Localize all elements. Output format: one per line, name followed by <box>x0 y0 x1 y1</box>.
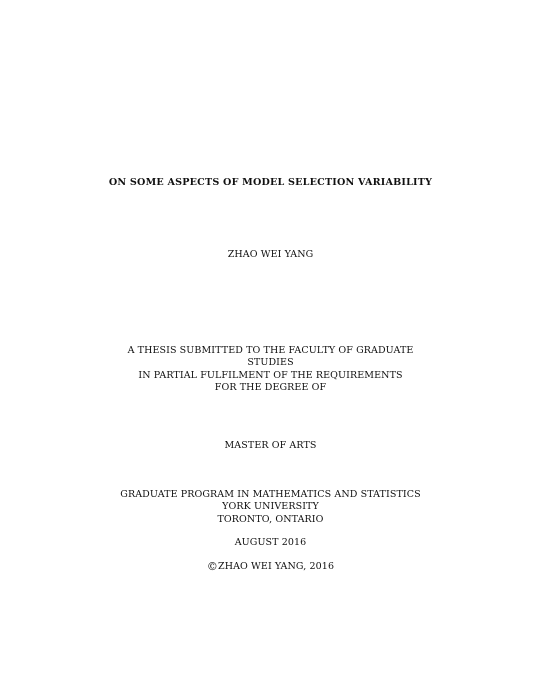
submission-date: AUGUST 2016 <box>234 537 307 548</box>
program-block <box>0 489 541 526</box>
degree-name: MASTER OF ARTS <box>224 440 317 451</box>
statement-line-4: FOR THE DEGREE OF <box>214 381 327 393</box>
statement-line-1: A THESIS SUBMITTED TO THE FACULTY OF GRADUATE <box>127 345 414 356</box>
statement-line-3: IN PARTIAL FULFILMENT OF THE REQUIREMENTS <box>138 369 403 381</box>
program-name: GRADUATE PROGRAM IN MATHEMATICS AND STATISTICS <box>120 489 421 500</box>
statement-line-2: STUDIES <box>247 357 294 369</box>
copyright-notice <box>0 561 541 573</box>
university-name: YORK UNIVERSITY <box>222 501 319 513</box>
author-name: ZHAO WEI YANG <box>227 249 314 260</box>
location: TORONTO, ONTARIO <box>217 513 324 525</box>
copyright-symbol: © <box>206 560 218 573</box>
thesis-title: ON SOME ASPECTS OF MODEL SELECTION VARIABILITY <box>108 177 433 188</box>
copyright-text: ZHAO WEI YANG, 2016 <box>218 561 335 572</box>
submission-statement <box>0 345 541 394</box>
